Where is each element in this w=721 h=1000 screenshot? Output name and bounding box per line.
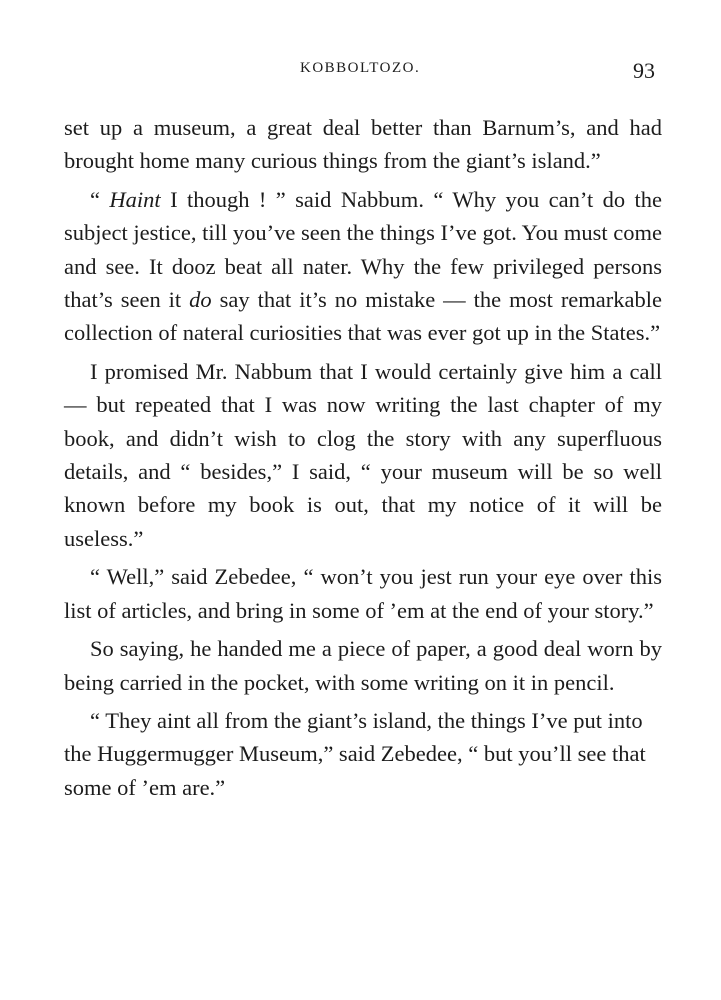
running-title: KOBBOLTOZO. xyxy=(300,60,421,76)
paragraph-text: “ xyxy=(90,186,110,212)
paragraph-text: set up a museum, a great deal better than Barnum’s, and had brought home many curious things from the giant’s island.” xyxy=(64,115,662,174)
page-number: 93 xyxy=(633,58,655,83)
italic-emphasis: do xyxy=(189,287,212,313)
paragraph-2 xyxy=(64,183,662,350)
body-text xyxy=(64,111,662,809)
paragraph-text: “ They aint all from the giant’s island, the things I’ve put into the Huggermugger Museum,” said Zebedee, “ but you’ll see that some of ’em are.” xyxy=(64,707,646,800)
paragraph-text: I though ! ” said Nabbum. “ Why you can’t do the subject jestice, till you’ve seen the things I’ve got. You must come and see. It dooz beat all nater. Why the few privileged persons that’s seen it xyxy=(64,186,662,313)
paragraph-4 xyxy=(64,560,662,627)
paragraph-text: I promised Mr. Nabbum that I would certainly give him a call — but repeated that I was now writing the last chapter of my book, and didn’t wish to clog the story with any superfluous details, and “ besides,” I said, “ your museum will be so well known before my book is out, that my notice of it will be useless.” xyxy=(64,358,662,551)
paragraph-1 xyxy=(64,111,662,178)
paragraph-text: So saying, he handed me a piece of paper, a good deal worn by being carried in the pocket, with some writing on it in pencil. xyxy=(64,636,662,695)
paragraph-6 xyxy=(64,704,662,804)
paragraph-text: say that it’s no mistake — the most remarkable collection of nateral curiosities that was ever got up in the States.” xyxy=(64,287,663,346)
paragraph-5 xyxy=(64,632,662,699)
paragraph-3 xyxy=(64,355,662,555)
paragraph-text: “ Well,” said Zebedee, “ won’t you jest run your eye over this list of articles, and bring in some of ’em at the end of your story.” xyxy=(64,564,662,623)
italic-emphasis: Haint xyxy=(109,186,161,212)
